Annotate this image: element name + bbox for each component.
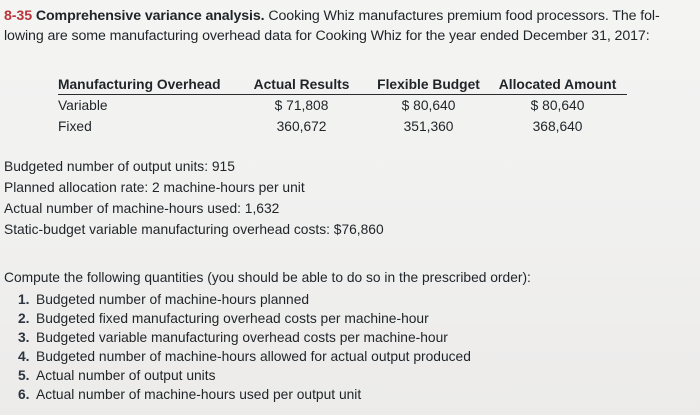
question-number: 5. [18, 368, 30, 383]
cell-actual: 360,672 [276, 119, 327, 134]
given-facts [4, 156, 384, 240]
cell-flexible: 351,360 [403, 119, 454, 134]
question-list [0, 290, 471, 404]
question-number: 4. [18, 349, 30, 364]
header-allocated-amount: Allocated Amount [497, 74, 627, 95]
question-number: 1. [18, 292, 30, 307]
list-item [0, 347, 471, 366]
question-text: Budgeted variable manufacturing overhead costs per machine-hour [36, 330, 448, 345]
problem-number: 8-35 [4, 8, 32, 24]
list-item [0, 385, 471, 404]
question-number: 2. [18, 311, 30, 326]
row-label: Variable [58, 98, 108, 113]
row-label: Fixed [58, 119, 92, 134]
list-item [0, 290, 471, 309]
header-flexible-budget: Flexible Budget [369, 74, 497, 95]
cell-allocated: $ 80,640 [530, 98, 585, 113]
problem-heading [4, 6, 694, 46]
question-text: Budgeted number of machine-hours allowed for actual output produced [36, 349, 471, 364]
table-row [58, 95, 627, 117]
cell-actual: $ 71,808 [274, 98, 329, 113]
question-text: Budgeted number of machine-hours planned [36, 292, 310, 307]
problem-title: Comprehensive variance analysis. [35, 8, 265, 24]
header-manufacturing-overhead: Manufacturing Overhead [58, 74, 243, 95]
cell-flexible: $ 80,640 [401, 98, 456, 113]
table-row [58, 116, 627, 137]
list-item [0, 366, 471, 385]
fact-line: Static-budget variable manufacturing overhead costs: $76,860 [4, 222, 384, 237]
question-number: 6. [18, 387, 30, 402]
compute-prompt: Compute the following quantities (you should be able to do so in the prescribed order): [4, 270, 531, 285]
cell-allocated: 368,640 [532, 119, 583, 134]
overhead-table [58, 74, 627, 137]
list-item [0, 309, 471, 328]
table-header-row [58, 74, 627, 95]
question-text: Actual number of machine-hours used per output unit [36, 387, 362, 402]
fact-line: Planned allocation rate: 2 machine-hours per unit [4, 180, 305, 195]
question-number: 3. [18, 330, 30, 345]
list-item [0, 328, 471, 347]
problem-intro: Cooking Whiz manufactures premium food processors. The fol- lowing are some manufacturing overhead data for Cooking Whiz for the year ended December 31, 2017: [4, 8, 660, 44]
question-text: Budgeted fixed manufacturing overhead costs per machine-hour [36, 311, 429, 326]
fact-line: Actual number of machine-hours used: 1,632 [4, 201, 280, 216]
header-actual-results: Actual Results [243, 74, 369, 95]
fact-line: Budgeted number of output units: 915 [4, 159, 235, 174]
question-text: Actual number of output units [36, 368, 216, 383]
